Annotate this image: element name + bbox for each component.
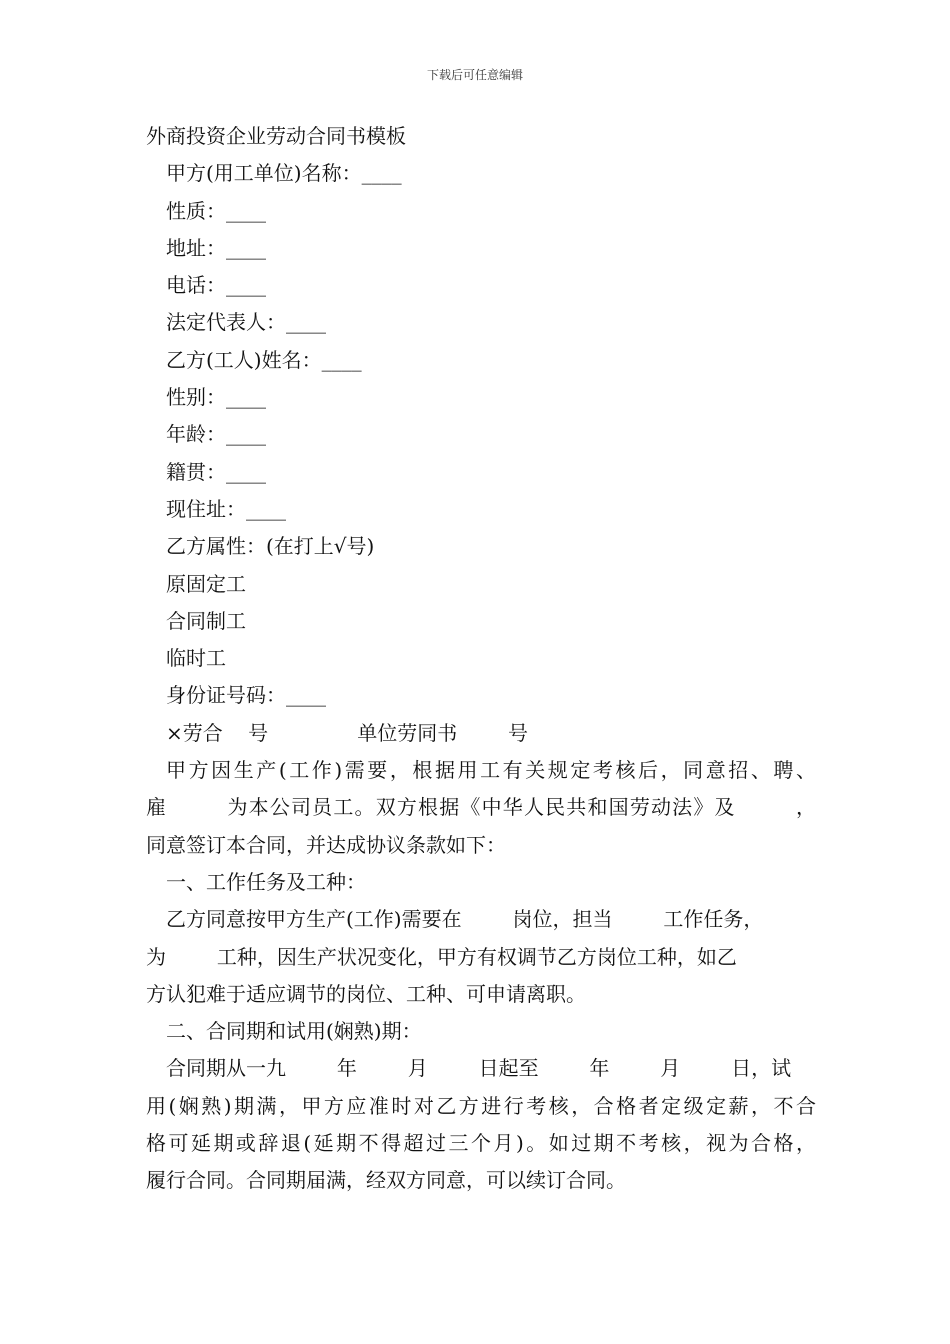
section-2-line-1: 合同期从一九 年 月 日起至 年 月 日，试 — [166, 1056, 792, 1081]
field-age: 年龄：____ — [166, 422, 266, 447]
field-id-number: 身份证号码：____ — [166, 683, 326, 708]
option-permanent-worker: 原固定工 — [166, 571, 246, 596]
field-native-place: 籍贯：____ — [166, 459, 266, 484]
section-2-line-3: 格可延期或辞退(延期不得超过三个月)。如过期不考核，视为合格， — [146, 1131, 816, 1156]
section-1-line-1: 乙方同意按甲方生产(工作)需要在 岗位，担当 工作任务， — [166, 907, 764, 932]
intro-line-1: 甲方因生产(工作)需要，根据用工有关规定考核后，同意招、聘、 — [166, 758, 816, 783]
document-body — [146, 118, 816, 1200]
document-title: 外商投资企业劳动合同书模板 — [146, 124, 406, 148]
intro-line-2: 雇 为本公司员工。双方根据《中华人民共和国劳动法》及 ， — [146, 795, 816, 820]
field-gender: 性别：____ — [166, 385, 266, 410]
contract-number-line: ×劳合 号 单位劳同书 号 — [166, 720, 529, 745]
option-temporary-worker: 临时工 — [166, 646, 226, 671]
section-1-heading: 一、工作任务及工种： — [166, 869, 366, 894]
field-nature: 性质：____ — [166, 198, 266, 223]
field-party-b-attribute: 乙方属性：(在打上√号) — [166, 534, 375, 559]
page-header: 下载后可任意编辑 — [426, 68, 523, 82]
option-contract-worker: 合同制工 — [166, 608, 246, 633]
section-2-line-4: 履行合同。合同期届满，经双方同意，可以续订合同。 — [146, 1168, 626, 1193]
section-2-line-2: 用(娴熟)期满，甲方应准时对乙方进行考核，合格者定级定薪，不合 — [146, 1093, 816, 1118]
field-address: 地址：____ — [166, 235, 266, 260]
section-2-heading: 二、合同期和试用(娴熟)期： — [166, 1019, 422, 1044]
section-1-line-2: 为 工种，因生产状况变化，甲方有权调节乙方岗位工种，如乙 — [146, 944, 737, 969]
intro-line-3: 同意签订本合同，并达成协议条款如下： — [146, 832, 506, 857]
field-party-a-name: 甲方(用工单位)名称：____ — [166, 161, 402, 186]
field-phone: 电话：____ — [166, 273, 266, 298]
field-party-b-name: 乙方(工人)姓名：____ — [166, 347, 362, 372]
field-legal-rep: 法定代表人：____ — [166, 310, 326, 335]
section-1-line-3: 方认犯难于适应调节的岗位、工种、可申请离职。 — [146, 981, 586, 1006]
field-current-address: 现住址：____ — [166, 496, 286, 521]
